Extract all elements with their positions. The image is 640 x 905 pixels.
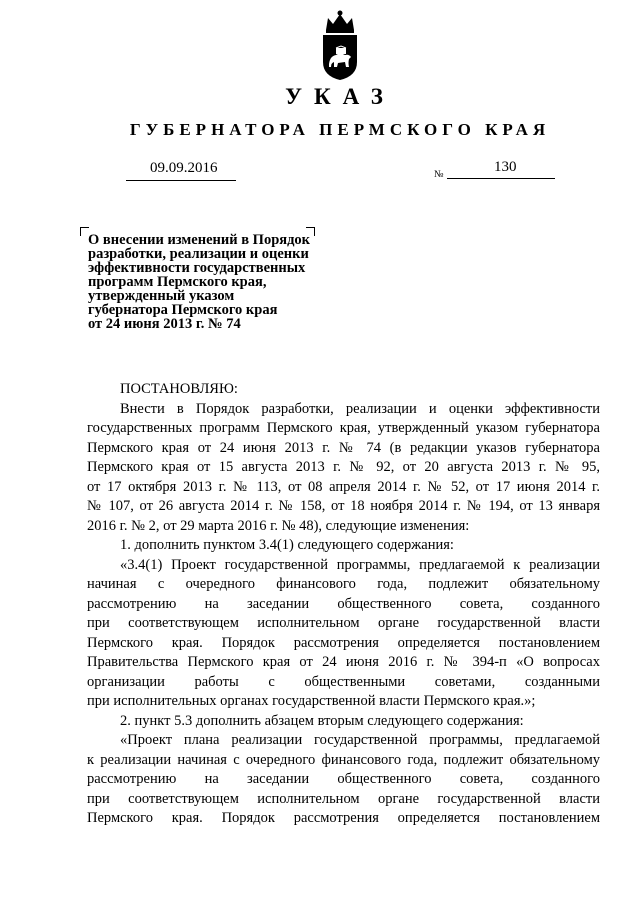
body-line: от 17 октября 2013 г. № 113, от 08 апреля 2014 г. № 52, от 17 июня 2014 г. (87, 478, 600, 495)
body-line: «Проект плана реализации государственной программы, предлагаемой (120, 732, 600, 748)
body-line: Правительства Пермского края от 24 июня 2016 г. № 394-п «О вопросах (87, 654, 600, 670)
decree-subject (88, 233, 338, 331)
document-title: УКАЗ (285, 84, 395, 109)
body-line: Внести в Порядок разработки, реализации и оценки эффективности (120, 400, 600, 417)
body-line: 1. дополнить пунктом 3.4(1) следующего содержания: (120, 537, 454, 553)
subject-line: губернатора Пермского края (88, 302, 278, 318)
decree-date: 09.09.2016 (150, 160, 218, 176)
number-sign: № (434, 169, 444, 180)
body-line: Пермского края. Порядок рассмотрения определяется постановлением (87, 634, 600, 651)
body-line: «3.4(1) Проект государственной программы, предлагаемой к реализации (120, 556, 600, 573)
subject-line: разработки, реализации и оценки (88, 246, 309, 262)
number-underline (447, 178, 555, 179)
body-line: организации работы с общественными советами, созданными (87, 673, 600, 690)
body-line: ПОСТАНОВЛЯЮ: (120, 381, 238, 397)
subject-line: О внесении изменений в Порядок (88, 232, 311, 248)
perm-krai-coat-of-arms-icon (318, 10, 362, 82)
body-line: при исполнительных органах государственной власти Пермского края.»; (87, 693, 536, 709)
body-line: Пермского края от 24 июня 2013 г. № 74 (в редакции указов губернатора (87, 439, 600, 456)
subject-line: от 24 июня 2013 г. № 74 (88, 316, 241, 332)
body-line: рассмотрению на заседании общественного совета, созданного (87, 771, 600, 787)
body-line: рассмотрению на заседании общественного совета, созданного (87, 595, 600, 612)
body-line: при соответствующем исполнительном органе государственной власти (87, 790, 600, 807)
subject-line: программ Пермского края, (88, 274, 267, 290)
document-subtitle: ГУБЕРНАТОРА ПЕРМСКОГО КРАЯ (129, 120, 551, 139)
body-line: 2016 г. № 2, от 29 марта 2016 г. № 48), следующие изменения: (87, 517, 470, 534)
body-line: начиная с очередного финансового года, подлежит обязательному (87, 576, 600, 592)
subject-line: утвержденный указом (88, 288, 235, 304)
subject-line: эффективности государственных (88, 260, 306, 276)
body-line: № 107, от 26 августа 2014 г. № 158, от 18 ноября 2014 г. № 194, от 13 января (87, 498, 600, 514)
decree-body (87, 380, 600, 829)
date-underline (126, 180, 236, 181)
body-line: к реализации начиная с очередного финансового года, подлежит обязательному (87, 751, 600, 768)
body-line: государственных программ Пермского края, утвержденный указом губернатора (87, 420, 600, 436)
body-line: 2. пункт 5.3 дополнить абзацем вторым следующего содержания: (120, 712, 524, 729)
body-line: Пермского края. Порядок рассмотрения определяется постановлением (87, 810, 600, 826)
decree-number: 130 (494, 159, 517, 175)
body-line: при соответствующем исполнительном органе государственной власти (87, 615, 600, 631)
body-line: Пермского края от 15 августа 2013 г. № 92, от 20 августа 2013 г. № 95, (87, 459, 600, 475)
